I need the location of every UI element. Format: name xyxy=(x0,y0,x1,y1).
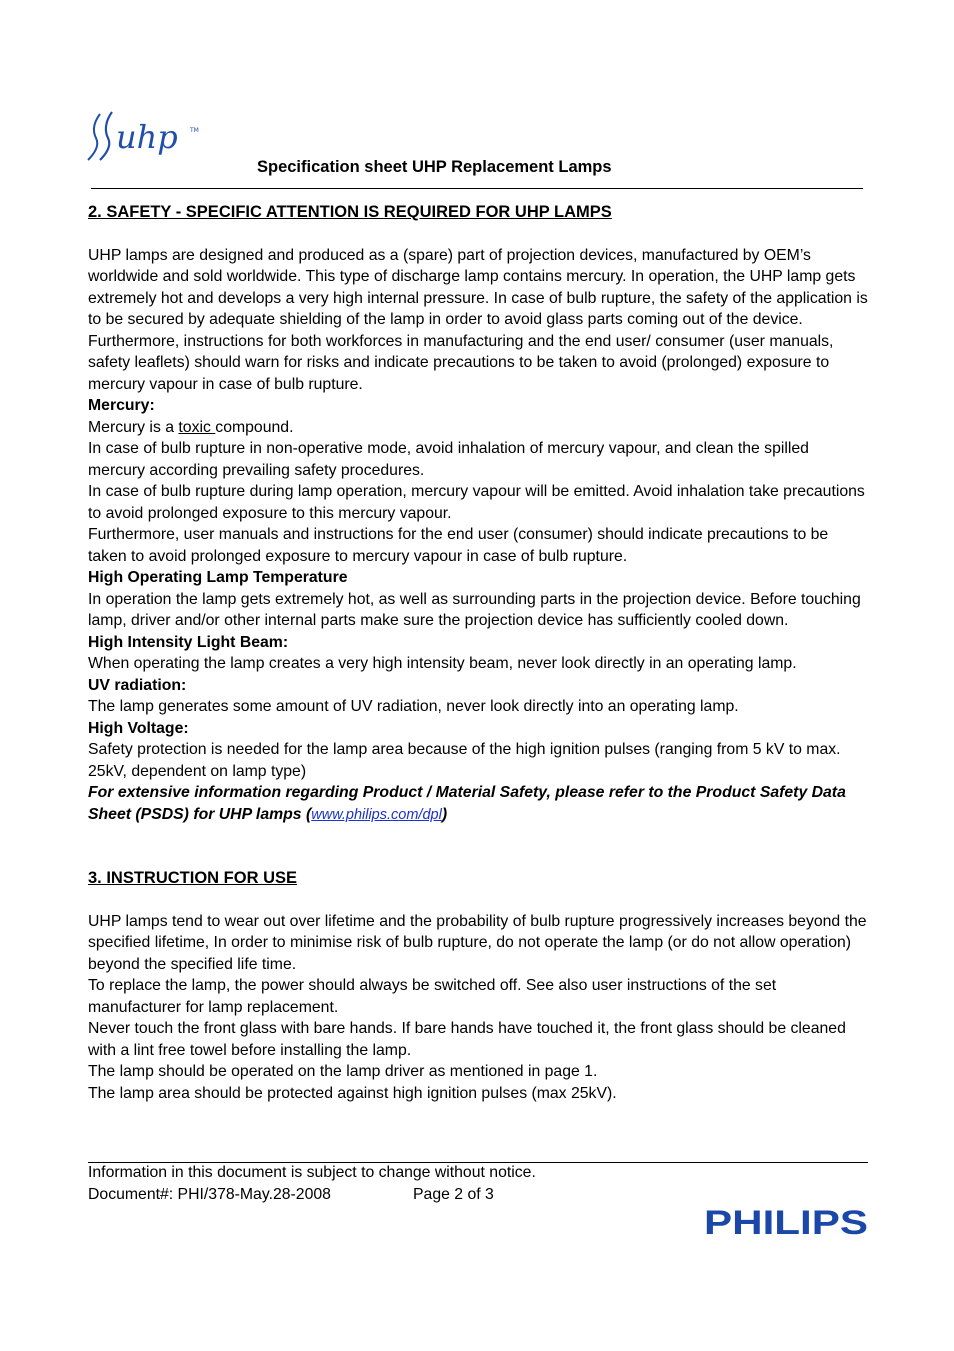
footer-notice: Information in this document is subject to change without notice. xyxy=(88,1164,536,1181)
instruction-paragraph-4: The lamp should be operated on the lamp driver as mentioned in page 1. xyxy=(88,1063,598,1080)
section-3-heading: 3. INSTRUCTION FOR USE xyxy=(88,869,298,887)
instruction-paragraph-5: The lamp area should be protected against high ignition pulses (max 25kV). xyxy=(88,1084,617,1102)
instruction-paragraph-3: Never touch the front glass with bare hands. If bare hands have touched it, the front glass should be cleaned with a lint free towel before installing the lamp. xyxy=(88,1020,846,1059)
psds-note: For extensive information regarding Product / Material Safety, please refer to the Product Safety Data Sheet (PSDS) for UHP lamps (www.philips.com/dpl) xyxy=(88,784,846,823)
footer-doc-row xyxy=(88,1184,536,1206)
uv-heading: UV radiation: xyxy=(88,676,187,694)
mercury-line-1: Mercury is a toxic compound. xyxy=(88,418,294,436)
page-title: Specification sheet UHP Replacement Lamps xyxy=(257,158,612,176)
page-number: Page 2 of 3 xyxy=(413,1186,494,1203)
instruction-paragraph-2: To replace the lamp, the power should always be switched off. See also user instructions of the set manufacturer for lamp replacement. xyxy=(88,977,777,1016)
svg-text:TM: TM xyxy=(190,127,199,134)
instruction-paragraph-1: UHP lamps tend to wear out over lifetime and the probability of bulb rupture progressively increases beyond the specified lifetime, In order to minimise risk of bulb rupture, do not operate the lamp (or do not allow operation) beyond the specified life time. xyxy=(88,912,867,973)
light-beam-paragraph: When operating the lamp creates a very high intensity beam, never look directly in an operating lamp. xyxy=(88,655,797,672)
footer xyxy=(88,1162,536,1206)
high-voltage-paragraph: Safety protection is needed for the lamp area because of the high ignition pulses (ranging from 5 kV to max. 25kV, dependent on lamp type) xyxy=(88,741,841,780)
header-divider xyxy=(91,188,863,189)
toxic-link[interactable]: toxic xyxy=(178,418,216,436)
mercury-paragraph-3: In case of bulb rupture during lamp operation, mercury vapour will be emitted. Avoid inhalation take precautions to avoid prolonged exposure to this mercury vapour. xyxy=(88,483,865,522)
mercury-paragraph-2: In case of bulb rupture in non-operative mode, avoid inhalation of mercury vapour, and clean the spilled mercury according prevailing safety procedures. xyxy=(88,440,809,479)
uhp-logo xyxy=(86,108,206,166)
uv-paragraph: The lamp generates some amount of UV radiation, never look directly into an operating lamp. xyxy=(88,698,739,715)
document-number: Document#: PHI/378-May.28-2008 xyxy=(88,1186,331,1203)
philips-logo-text: PHILIPS xyxy=(704,1204,868,1239)
mercury-paragraph-4: Furthermore, user manuals and instructions for the end user (consumer) should indicate precautions to be taken to avoid prolonged exposure to mercury vapour in case of bulb rupture. xyxy=(88,526,829,565)
document-body xyxy=(88,202,868,1104)
light-beam-heading: High Intensity Light Beam: xyxy=(88,633,289,651)
high-voltage-heading: High Voltage: xyxy=(88,719,189,737)
uhp-logo-text: uhp xyxy=(116,118,178,156)
psds-link[interactable]: www.philips.com/dpl xyxy=(311,806,442,823)
safety-intro-paragraph: UHP lamps are designed and produced as a (spare) part of projection devices, manufactured by OEM’s worldwide and sold worldwide. This type of discharge lamp contains mercury. In operation, the UHP lamp gets extremely hot and develops a very high internal pressure. In case of bulb rupture, the safety of the application is to be secured by adequate shielding of the lamp in order to avoid glass parts coming out of the device. Furthermore, instructions for both workforces in manufacturing and the end user/ consumer (user manuals, safety leaflets) should warn for risks and indicate precautions to be taken to avoid (prolonged) exposure to mercury vapour in case of bulb rupture. xyxy=(88,246,868,393)
philips-logo xyxy=(704,1203,870,1239)
temperature-paragraph: In operation the lamp gets extremely hot, as well as surrounding parts in the projection device. Before touching lamp, driver and/or other internal parts make sure the projection device has sufficiently cooled down. xyxy=(88,590,861,629)
temperature-heading: High Operating Lamp Temperature xyxy=(88,569,348,586)
section-2-heading: 2. SAFETY - SPECIFIC ATTENTION IS REQUIRED FOR UHP LAMPS xyxy=(88,203,612,221)
mercury-heading: Mercury: xyxy=(88,397,155,414)
